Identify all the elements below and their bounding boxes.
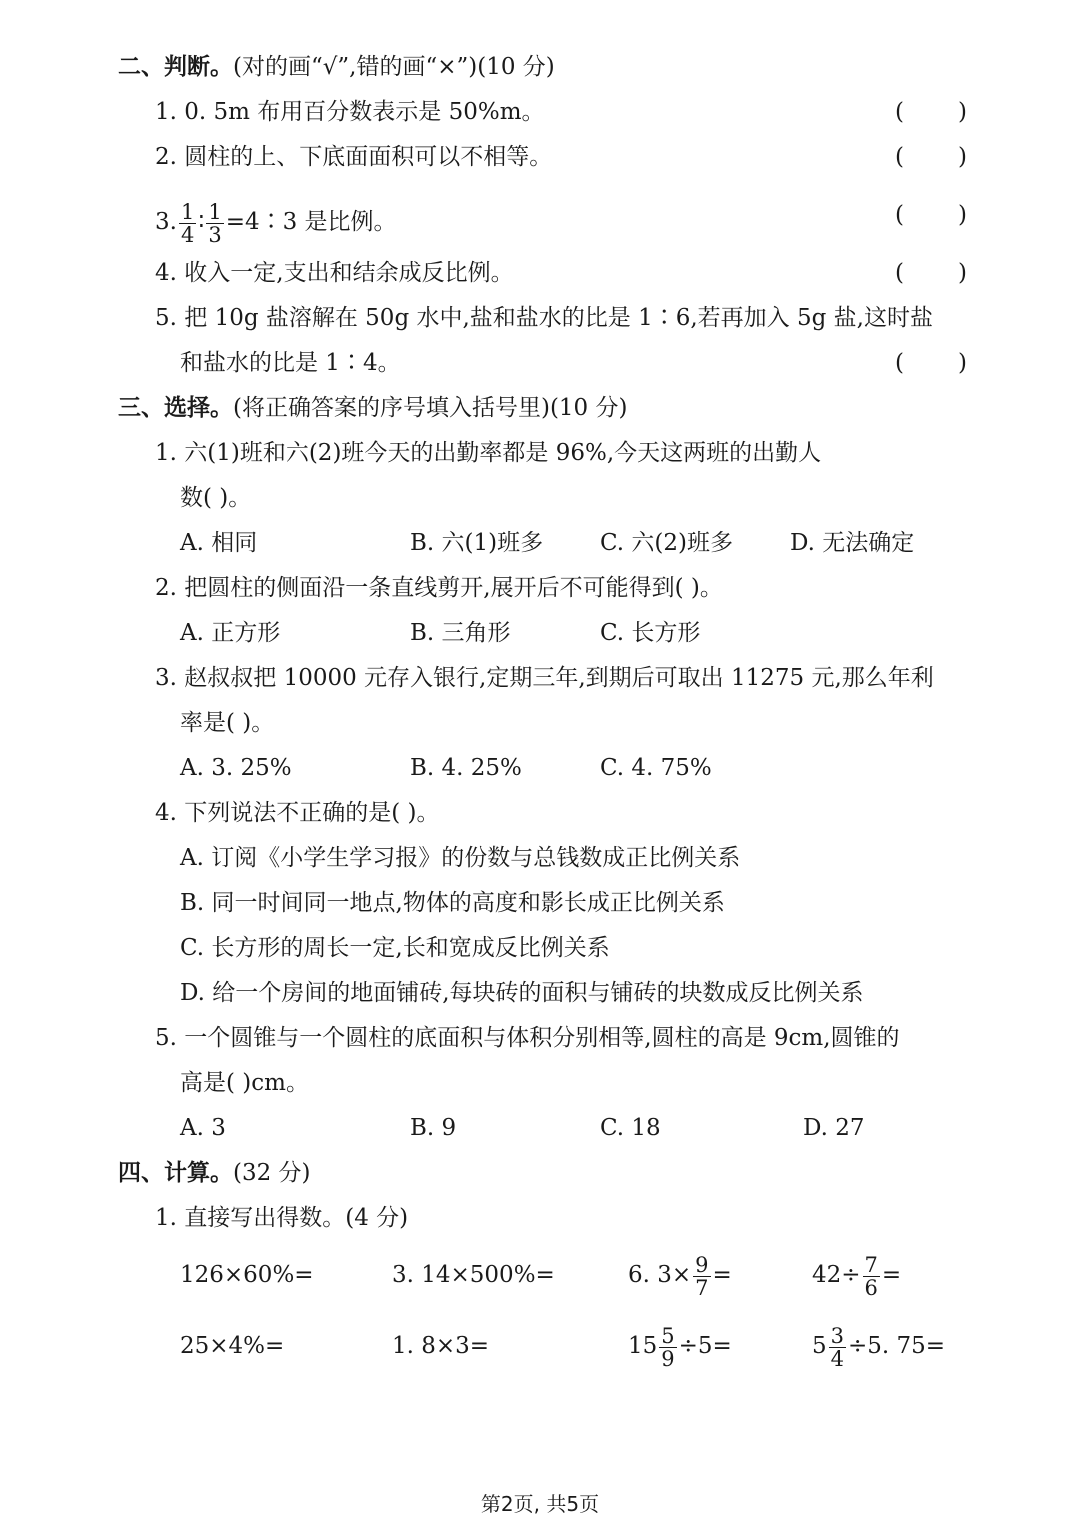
calc-item-5: 25×4%= [180, 1333, 285, 1359]
calc-item-4: 42÷ $\frac{7}{6}$ = [812, 1252, 902, 1300]
calc-item-7: 15 $\frac{5}{9}$ ÷5= [628, 1323, 732, 1371]
choice-q3-option-b[interactable]: B. 4. 25% [410, 755, 522, 781]
section-3-heading [118, 393, 627, 423]
calc-item-8: 5 $\frac{3}{4}$ ÷5. 75= [812, 1323, 946, 1371]
calc-item-3: 6. 3× $\frac{9}{7}$ = [628, 1252, 732, 1300]
choice-q1-option-b[interactable]: B. 六(1)班多 [410, 530, 544, 556]
choice-q1-option-d[interactable]: D. 无法确定 [790, 530, 915, 556]
fraction: $\frac{5}{9}$ [661, 1323, 675, 1371]
choice-q5-option-d[interactable]: D. 27 [803, 1115, 865, 1141]
choice-q1-cont: 数( )。 [180, 485, 252, 511]
section-2-title: 二、判断。 [118, 54, 233, 80]
fraction: $\frac{7}{6}$ [864, 1252, 878, 1300]
choice-q3-option-c[interactable]: C. 4. 75% [600, 755, 712, 781]
section-2-note: (对的画“√”,错的画“×”)(10 分) [233, 54, 555, 80]
calc-item-6: 1. 8×3= [392, 1333, 490, 1359]
choice-q2-option-b[interactable]: B. 三角形 [410, 620, 511, 646]
choice-q3-option-a[interactable]: A. 3. 25% [180, 755, 292, 781]
judge-q1: 1. 0. 5m 布用百分数表示是 50%m。 [155, 99, 545, 125]
choice-q3-cont: 率是( )。 [180, 710, 275, 736]
choice-q5-option-a[interactable]: A. 3 [180, 1115, 226, 1141]
section-4-note: (32 分) [233, 1160, 311, 1186]
section-2-heading [118, 52, 555, 82]
choice-q1: 1. 六(1)班和六(2)班今天的出勤率都是 96%,今天这两班的出勤人 [155, 440, 822, 466]
choice-q1-option-c[interactable]: C. 六(2)班多 [600, 530, 733, 556]
choice-q2-option-c[interactable]: C. 长方形 [600, 620, 701, 646]
choice-q2: 2. 把圆柱的侧面沿一条直线剪开,展开后不可能得到( )。 [155, 575, 723, 601]
choice-q4-option-d[interactable]: D. 给一个房间的地面铺砖,每块砖的面积与铺砖的块数成反比例关系 [180, 980, 864, 1006]
section-3-note: (将正确答案的序号填入括号里)(10 分) [233, 395, 628, 421]
choice-q4-option-b[interactable]: B. 同一时间同一地点,物体的高度和影长成正比例关系 [180, 890, 725, 916]
judge-q4: 4. 收入一定,支出和结余成反比例。 [155, 260, 514, 286]
judge-q3: 3. $\frac{1}{4}$ ∶ $\frac{1}{3}$ =4∶3 是比例。 [155, 199, 397, 247]
choice-q1-option-a[interactable]: A. 相同 [180, 530, 258, 556]
judge-q5-cont: 和盐水的比是 1∶4。 [180, 350, 401, 376]
page-footer: 第2页, 共5页 [480, 1492, 600, 1516]
fraction: $\frac{9}{7}$ [695, 1252, 709, 1300]
choice-q4: 4. 下列说法不正确的是( )。 [155, 800, 440, 826]
choice-q5-option-c[interactable]: C. 18 [600, 1115, 661, 1141]
choice-q2-option-a[interactable]: A. 正方形 [180, 620, 281, 646]
choice-q4-option-c[interactable]: C. 长方形的周长一定,长和宽成反比例关系 [180, 935, 610, 961]
section-4-title: 四、计算。 [118, 1160, 233, 1186]
fraction: $\frac{3}{4}$ [830, 1323, 845, 1371]
judge-q5: 5. 把 10g 盐溶解在 50g 水中,盐和盐水的比是 1∶6,若再加入 5g 盐,这时盐 [155, 305, 933, 331]
choice-q5-cont: 高是( )cm。 [180, 1070, 309, 1096]
fraction: $\frac{1}{4}$ [180, 199, 195, 247]
choice-q5-option-b[interactable]: B. 9 [410, 1115, 457, 1141]
choice-q4-option-a[interactable]: A. 订阅《小学生学习报》的份数与总钱数成正比例关系 [180, 845, 741, 871]
fraction: $\frac{1}{3}$ [208, 199, 222, 247]
calc-item-1: 126×60%= [180, 1262, 314, 1288]
section-3-title: 三、选择。 [118, 395, 233, 421]
choice-q3: 3. 赵叔叔把 10000 元存入银行,定期三年,到期后可取出 11275 元,那么年利 [155, 665, 934, 691]
judge-q2: 2. 圆柱的上、下底面面积可以不相等。 [155, 144, 553, 170]
choice-q5: 5. 一个圆锥与一个圆柱的底面积与体积分别相等,圆柱的高是 9cm,圆锥的 [155, 1025, 900, 1051]
section-4-heading [118, 1158, 311, 1188]
calc-sub-1: 1. 直接写出得数。(4 分) [155, 1205, 409, 1231]
calc-item-2: 3. 14×500%= [392, 1262, 555, 1288]
